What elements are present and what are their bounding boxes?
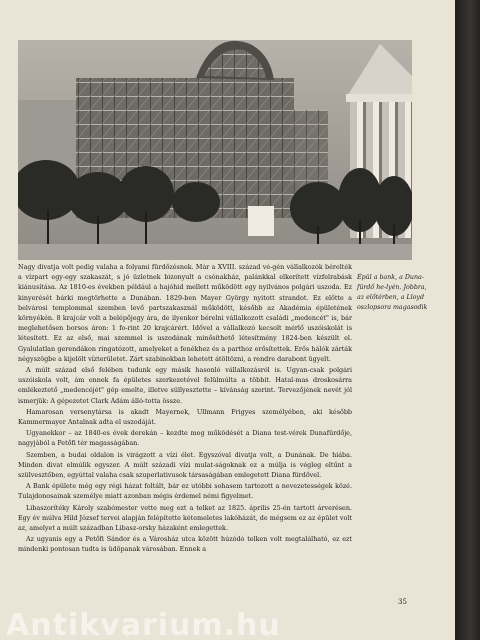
paragraph-2: A múlt század első felében tudunk egy másik hasonló vállalkozásról is. Ugyan-csak polgári uszóiskola volt, ám ennek fa épületes szerkezetével felülmúlta a többit. Hatal-mas droskosárra emlékeztető „medencéjét" gép emelte, illetve süllyesztette – kívánság szerint. Tervezőjének nevét jól ismerjük: A gépezetet Clark Ádám álló-totta össze. (18, 366, 352, 405)
paragraph-7: Libaszorítéky Károly szabómester vette meg ezt a telket az 1825. április 25-én tartott árverésen. Egy év múlva Hild József tervei alapján felépítette kétemeletes lakóházát, de mégsem ez az épület volt az, amelyet a múlt században Libasz-orsky házaként emlegettek. (18, 503, 352, 533)
photo-caption: Épül a bank, a Duna-fürdő he-lyén. Jobbra, az előtérben, a Lloyd oszlopsora magasodik (357, 274, 428, 311)
book-spine (455, 0, 480, 640)
article-text (18, 262, 352, 556)
paragraph-4: Ugyanekkor – az 1840-es évek derekán – kezdte meg működését a Diana test-vérek Dunafürdője, nagyjából a Petőfi tér magasságában. (18, 429, 352, 448)
paragraph-6: A Bank épülete még egy régi házat foltált, bár ez utóbbi sohasem tartozott a nevezetességek közé. Tulajdonosainak személye miatt azonban mégis érdemel némi figyelmet. (18, 482, 352, 501)
paragraph-1: Nagy divatja volt pedig valaha a folyami fürdőzésnek. Már a XVIII. század vé-gén vállalkozók bérelték a vízpart egy-egy szakaszát, s jó üzletnek bizonyult a csónakház, palánkkal elkerített vízfelrabásk kiánusítása. Az 1810-es években például a hajóhid mellett működött egy nyilvános polgári uszoda. Ez kinyerését bárki megtörhette a Dunában. 1829-ben Mayer György nyitott strandot. Ez előtte a belvárosi templommal szemben levő partszakasznál működött, később az Akadémia épületének környékén. 8 krajcár volt a belépőjegy ára, de ilyenkor bérelni vállalkozott családi „medencét" is, bár meglehetősen borsos áron: 1 fo-rint 20 krajcárért. Idővel a vállalkozó kecsolt mérlő uszóiskolát is létesített. Ez az első, mai szemmel is uszodának minősíthető létesítmény 1824-ben készült el. Gyalulatlan gerendákon ringatózott, amelyeket a fenékhez és a parthoz erősítettek. Erős hálók zárták négyszögbe a kijelölt vízterületet. Zárt szabinokban lehetett átöltözni, a rendre darabont ügyelt. (18, 263, 352, 363)
watermark: Antikvarium.hu (6, 612, 281, 640)
construction-photo (18, 40, 412, 260)
page-number: 35 (398, 598, 407, 606)
paragraph-5: Szemben, a budai oldalon is virágzott a vízi élet. Egyszóval divatja volt, a Dunának. De hiába. Minden divat elmúlik egyszer. A múlt századi vízi mulat-ságoknak ez a múlja is végleg eltűnt a szülvesztőben, egyúttal valaha csak szuperlativusok társaságában emlegetett Diana fürdővel. (18, 450, 352, 480)
paragraph-3: Hamarosan versenytársa is akadt Mayernek, Ullmann Frigyes személyében, aki később Kammermayer Antalnak adta el uszodáját. (18, 407, 352, 427)
paragraph-8: Az ugyanis egy a Petőfi Sándor és a Városház utca között húzódó telken volt megtalálható, ez ezt mindenki pontosan tudta is üdöpanak városában. Ennek a (18, 535, 352, 554)
bank-construction-illustration (18, 40, 412, 260)
